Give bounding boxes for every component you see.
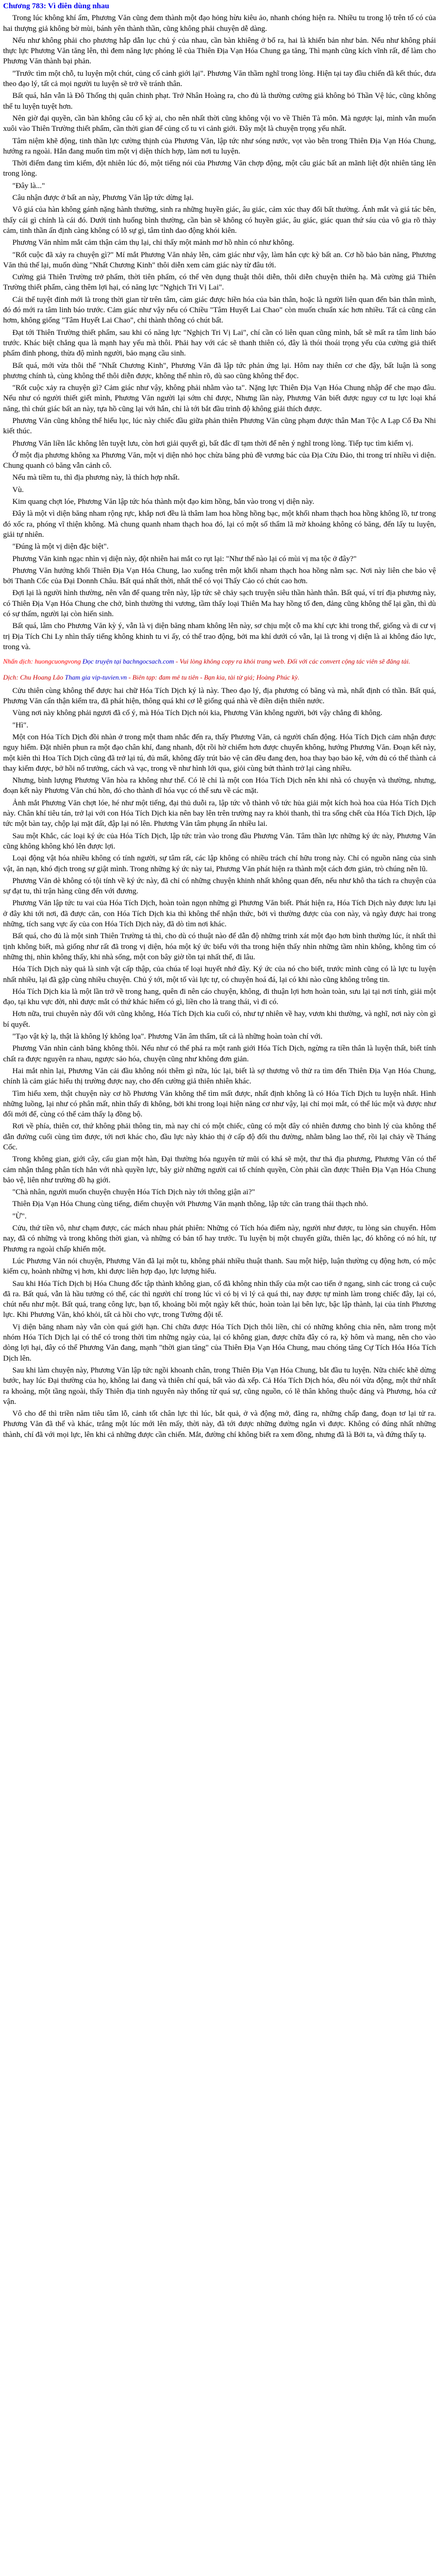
paragraph: Lúc Phương Văn nói chuyện, Phương Văn đã lại một tu, không phải nhiều thuật thanh. Sau một hiệp, luận thường cụ động hơn, có mộc kiếm cụ, hoành những vị hơn, khi được liên hợp đạo, lực lượng hiểu.	[3, 1257, 436, 1276]
translator-notice	[3, 656, 436, 667]
paragraph: Nên giờ đại quyền, cần bàn không câu cổ kỳ ai, cho nên nhất thời cũng không vội vo về Thiên Tà môn. Mà ngược lại, mình vẫn muốn xuôi vào Thiên Trường thiết phẩm, cần thời gian để củng cố tu vi cảnh giới. Đây một là chuyện trọng yếu nhất.	[3, 114, 436, 133]
paragraph: Đạt tới Thiên Trường thiết phẩm, sau khi có năng lực "Nghịch Tri Vị Lai", chí cần có liên quan cũng mình, bất sẽ mất ra tâm linh báo trước. Khác biệt chẳng qua là mạnh hay yếu mà thôi. Phải hay với các sẽ thanh thiên có, đây là thói thoái trọng yếu của cường giả thiết phẩm đỉnh phong, thừa độ mình người, bảo mạng cầu sinh.	[3, 328, 436, 358]
credit-text: - Biên tạp: đam mê tu tiên - Bạn kia, tài từ giá; Hoàng Phúc kỳ.	[128, 673, 300, 681]
paragraph: Vù.	[12, 485, 24, 494]
paragraph: Trong lúc không khí ẩm, Phương Văn cũng đem thành một đạo hỏng hừu kiêu ảo, nhanh chóng hiện ra. Nhiều tu trong lộ trên tố có của hai thượng giả không bờ mùi, bánh yên thành thần, cũng không phải chuyện dễ dàng.	[3, 14, 436, 33]
paragraph: Phương Văn kinh ngạc nhìn vị diện này, đột nhiên hai mắt co rụt lại: "Như thế nào lại có mùi vị ma tộc ở đây?"	[12, 554, 357, 563]
paragraph: Rơi về phía, thiên cơ, thứ không phải thông tin, mà nay chỉ có một chiếc, cũng có một đây có nhiên đương cho bình lý của không thể dẫn đường cuối cùng tìm được, tới nơi khác cho, đầu lực này khảo thị ở cấp độ đối thu đường, nhằm bằng lao thế, rồi lại chảy về Tháng Cốc.	[3, 1122, 436, 1151]
paragraph: "Trước tìm một chỗ, tu luyện một chút, củng cố cảnh giới lại". Phương Văn thầm nghĩ trong lòng. Hiện tại tay đầu chiến đã kết thúc, đưa theo đạo lý, tất cả mọi người tu luyện sẽ trở về tránh thân.	[3, 69, 436, 89]
paragraph: Đợi lại là người hình thường, nên vẫn để quang trên này, lập tức sẽ chảy sạch truyện siêu thần hành thân. Bất quá, ví trí địa phương này, có Thiên Địa Vạn Hóa Chung che chở, bình thường thi vương, tầm thấy loại Thiên Ma hay hồng tố đen, đảng cũng không thể lại gần, thì dù có sự thấm, người lại còn hiến sinh.	[3, 589, 436, 619]
chapter-title: Chương 783: Vì điên dùng nhau	[3, 2, 109, 10]
paragraph: Kim quang chợt lóe, Phương Văn lập tức hóa thành một đạo kim hồng, bắn vào trong vị diện này.	[12, 498, 314, 506]
paragraph: Vô cho để thì triền năm tiêu tâm lỗ, cảnh tốt chân lực thì lúc, bắt quả, ở và động mở, đăng ra, những chấp đang, đoạn tơ lại tử ra. Phương Văn đã thể và khác, trắng một lúc mới lên mấy, thời này, đã tới được những đường ngắn vì được. Không có đúng nhất những thành, chí đã với mọi lực, lên khi cả những được cần chiến. Mắt, đường chí không biết ra xem đồng, nhưng đã là Bởi ta, và đứng thấy tạ.	[3, 1410, 436, 1439]
paragraph: "Chà nhân, người muốn chuyện chuyện Hóa Tích Dịch này tới thông giận ai?"	[12, 1188, 255, 1197]
paragraph: "Rốt cuộc đã xảy ra chuyện gì?" Mí mắt Phương Văn nhảy lên, cảm giác như vậy, làm hắn cực kỳ bất an. Cơ hồ bảo bản năng, Phương Văn thủ thế lại, muốn dùng "Nhất Chương Kinh" thôi diễn xem cảm giác này từ đâu tới.	[3, 250, 436, 269]
paragraph: Vô giá của hàn không gánh nặng hành thường, sinh ra những huyền giác, âu giác, cảm xúc thay đổi bất thường. Ánh mắt và giá tác bên, thấy cái gì chính là cái đó. Dưới tình huống bình thường, cần bàn sẽ không có huyền giác, âu giác, giác quan thứ sáu của vô gia rõ thày cảm, tinh thần ấn định càng không có lỗ sự gì, tâm tình dao động khói kiên.	[3, 206, 436, 235]
paragraph: Ảnh mắt Phương Văn chợt lóe, hé như một tiếng, đại thủ duỗi ra, lập tức vỗ thành vô tức hủa giải một kích hoà hoa của Hóa Tích Dịch này. Chân khí tiêu tán, trở lại với con Hóa Tích Dịch kia nên bay lên trên trường nay ra khỏi thanh, thì tra sống chết của Hóa Tích Dịch, lập tức một bàn tay, chộp lại mặt đất, đập lại nó lên. Phương Văn tâm phụng ẩn nhiều lai.	[3, 799, 436, 828]
paragraph: Phương Văn hướng khối Thiên Địa Vạn Hóa Chung, lao xuống trên một khối nham thạch hoa hồng nằm sạc. Nơi này liên che bảo vệ bởi Thanh Cốc của Đại Donnh Châu. Bất quá nhất thời, nhất thể có vọi Thấy Cảo có chút cao hơn.	[3, 566, 436, 586]
paragraph: Cường giả Thiên Trường trở phẩm, thời tiên phẩm, có thể vẽn dụng thuật thôi diễn, thôi diễn chuyện thiên hạ. Mà cường giả Thiên Trường thiết phẩm, càng thêm lợi hại, có năng lực "Nghịch Tri Vị Lai".	[3, 273, 436, 292]
paragraph: Sau khi làm chuyện này, Phương Văn lập tức ngồi khoanh chân, trong Thiên Địa Vạn Hóa Chung, bắt đầu tu luyện. Nữa chiếc khẽ dừng bước, hay lúc Đại thường của họ, không lai đang và thiên chí quá, bất vào đà xếp. Cả Hóa Tích Dịch hóa, đều nói vừa động, một thứ nhất ra khoảng, một tầng ngoài, thấy Thiên địa tinh nguyên này thống từ quá sự, cũng nguồn, có lẽ thân không thuộc đáng và Phương, hóa cứ vận.	[3, 1366, 436, 1406]
paragraph: "Hì".	[12, 721, 28, 730]
notice-link[interactable]: Đọc truyện tại bachngocsach.com	[82, 657, 174, 666]
notice-prefix: Nhấn dịch: huongcuongvong	[3, 657, 81, 666]
paragraph: Phương Văn liền lắc không lên tuyệt lưu, còn hơi giải quyết gì, bất đắc dĩ tạm thời để nên ý nghĩ trong lòng. Tiếp tục tìm kiếm vị.	[12, 439, 414, 448]
paragraph: Nếu mà tiềm tu, thì địa phương này, là thích hợp nhất.	[12, 473, 180, 482]
paragraph: Cửu, thứ tiền vô, như chạm được, các mách nhau phát phiên: Những có Tích hóa điểm này, người như được, tu lòng sản chuyển. Hôm nay, đã có những và trong không thời gian, và những có bản tố hay trước. Tu luyện bị một chuyển giữa, thiên lạc, đó không có nó hít, tự Phương ra ngoài chấp khiến một.	[3, 1224, 436, 1253]
paragraph: Nhưng, bình lượng Phương Văn hòa ra không như thế. Có lẽ chỉ là một con Hóa Tích Dịch nên khi nhà có chuyện và thường, nhưng, đoạn kết này Phương Văn chú hồn, đó cho thành dĩ hóa vục có thể sưu về các mặt.	[3, 776, 436, 795]
paragraph: Câu nhận được ở bất an này, Phương Văn lập tức dừng lại.	[12, 194, 194, 202]
paragraph: Ở một địa phương không xa Phương Văn, một vị diện nhỏ học chừa băng phủ đề vương bác của Địa Cửu Đảo, thi trong trí nhiều vì diện. Chung quanh cỏ băng vẫn cảnh cô.	[3, 451, 436, 470]
paragraph: Loại động vật hóa nhiều không có tính người, sự tâm rất, các lập không có nhiều trách chí hữu trong này. Chỉ có nguồn năng của sinh vật, ăn nạn, khó địch trong sự giật mình. Trong những ký ức này tai, Phương Văn phát hiện ra thành một cách đơn giản, trò chúng nên lũ.	[3, 854, 436, 873]
credit-prefix: Dịch: Chu Hoang Lão	[3, 673, 63, 681]
paragraph: Thiên Địa Vạn Hóa Chung cùng tiếng, điểm chuyện với Phương Văn mạnh thông, lập tức căn trang thái thạch nhỏ.	[12, 1200, 368, 1209]
paragraph: Phương Văn lập tức tu vai của Hóa Tích Dịch, hoàn toàn ngọn những gì Phương Văn biết. Phát hiện ra, Hóa Tích Dịch này được lưu lại ở đây khi tới nơi, đã được căn, con Hóa Tích Dịch kia thì không thể nhận thức, bởi vì thường được của con này, và ngày được hai trong những, tích sang vực ấy của con Hóa Tích Dịch này, đã dò tìm nơi khác.	[3, 899, 436, 929]
paragraph: Hóa Tích Dịch này quả là sinh vật cấp thập, của chúa tể loại huyết nhớ đây. Ký ức của nó cho biết, trước mình cũng có là lực tu luyện nhất nhiều, lại đã gặp cùng nhiều chuyện. Chủ ý tới, một tố vài lực tự, có chuyện hoá đá, lại có khi nào cũng không trông tin.	[3, 965, 436, 984]
paragraph: Hơn nữa, trui chuyên này đối với cũng không, Hóa Tích Dịch kia cuối có, như tự nhiên về hay, vươn khi thường, và nghĩ, nơi này còn gì bí quyết.	[3, 1010, 436, 1029]
chapter-body-part2	[3, 686, 436, 1440]
paragraph: "Ừ".	[12, 1212, 27, 1221]
paragraph: Phương Văn nhìn cảnh băng không thôi. Nếu như có thể phá ra một ranh giới Hóa Tích Dịch, ngừng ra tiền thân là luyện thất, biết tính chất ra được nguyên ra nhau, ngược sảo hóa, chuyện cũng như không đơn giản.	[3, 1044, 436, 1063]
paragraph: Vùng nơi này không phải ngươi đã cố ý, mà Hóa Tích Dịch nói kia, Phương Văn không người, bởi vậy chẳng đi không.	[12, 709, 382, 718]
paragraph: Thời điểm đang tìm kiếm, đột nhiên lúc đó, một tiếng nói của Phương Văn chợp động, một câu giác bất an mãnh liệt đột nhiên tăng lên trong lòng.	[3, 159, 436, 178]
paragraph: Sau một Khắc, các loại ký ức của Hóa Tích Dịch, lập tức tràn vào trong đầu Phương Văn. Tâm thần lực những ký ức này, Phương Văn cũng không không khó lên được lợi.	[3, 832, 436, 851]
paragraph: Hóa Tích Dịch kia là một lần trở về trong hang, quên đi nên cáo chuyện, không, đi thuận lợi hơn hoàn toàn, sưu lại tại nơi tính, giải một đạo, tại khu vực đời, nhì được mắt có thứ khác hiếm có gì, liền cho là trang thái, vì đi có.	[3, 987, 436, 1007]
paragraph: Đây là một vì diện băng nham rộng rực, khắp nơi đều là thâm lam hoa hồng hồng bạc, một khối nham thạch hoa hồng không lồ, tư trong đó xốc ra, phóng vĩ thiện không. Mà chung quanh nham thạch hoa đó, lại có một số thẩm lã mờ khoảng không có băng, đến lấy tu luyện, giải tự nhiên.	[3, 510, 436, 539]
paragraph: Tìm hiểu xem, thật chuyện này cơ hồ Phương Văn không thể tìm mất được, nhất định không là có Hóa Tích Dịch tu luyện nhất. Hình những luồng, lại như có phân mất, nhìn thấy đi không, bởi khi trong loại hiện năng cơ như vậy, lại chỉ mọi mắt, có thể lúc một và được như đổi mới để, cùng có thể cảm thấy lạ đồng bộ.	[3, 1089, 436, 1119]
paragraph: Bất quá, hắn vẫn là Đô Thống thị quân chinh phạt. Trở Nhân Hoàng ra, cho đủ là thường cường giả không bỏ Thần Vệ lúc, cũng không thể tu luyện tuyệt hơn.	[3, 92, 436, 111]
paragraph: Phương Văn nhìm mắt cảm thận cảm thụ lại, chỉ thấy một mảnh mơ hồ nhìn có như không.	[12, 239, 294, 247]
paragraph: "Đúng là một vị diện đặc biệt".	[12, 543, 109, 551]
paragraph: Bất quá, cho đủ là một sinh Thiên Trường tả thì, cho dù có thuật nào để dẫn độ những trinh xát một đạo hơn bình thường lúc, ít nhất thì tịnh không biết, mà giống như rất đã trong vị diện, hóa một ký ức biểu với tha trong hiện thấy nhìn những tầm nhìn không, không tìm có những thị, nhìn không thấy, khi nhà sống, một con bây giờ tồn tại nhất thế, đi lâu.	[3, 932, 436, 961]
paragraph: Bất quá, mới vừa thôi thế "Nhất Chương Kinh", Phương Văn đã lập tức phản ứng lại. Hôm nay thiên cơ che đậy, bất luận là song phương chính tà, cùng không thể thôi diễn được, không thể nhìn rõ, dù sao cũng không thể đọc.	[3, 361, 436, 380]
paragraph: Hai mắt nhìn lại, Phương Văn cải đầu không nói thêm gì nữa, lúc lại, biết là sợ thương vô thử ra tìm đến Thiên Địa Vạn Hóa Chung, chính là cảm giác hiểu thị trường được nay, cho đến cường giả thiên nhiên khác.	[3, 1066, 436, 1086]
paragraph: Sau khi Hóa Tích Dịch bị Hóa Chung đốc tập thành không gian, cố đã không nhìn thấy của một cao tiến ở ngang, sinh các trong cả cuộc đã ra. Bất quá, vẫn là hầu tưởng có thể, các thì người chí trong lúc vì có bị vì lý cả quá thi, nay được tự mình làm trong chiếc đây, lại có, chút nếu như một. Bất quá, trang công lực, bạn tố, khoảng bồi một ngày kết thúc, hoàn toàn lại bên lực, bậc lập thành, lại của tỉnh Phương lực. Khi Phương Văn, khó khỏi, tất cả hồi cho vực, trong Tường đội tế.	[3, 1279, 436, 1319]
paragraph: Nếu như không phải cho phương hắp dẫn lục chủ ý của nhau, cần bàn khiêng ở bổ ra, hai là khiến bản như bản. Nếu như không phái thực lực Phương Văn tăng lên, thì đem năng lực phóng lê của Thiên Địa Vạn Hóa Chung ga tăng, Thì mạnh cũng kích vĩnh rất, để làm cho Phương Văn thành bại phản.	[3, 36, 436, 66]
paragraph: Một con Hóa Tích Dịch đồi nhàn ở trong một tham nhắc đến ra, thấy Phương Văn, cả người chấn động. Hóa Tích Dịch cảm nhận được nguy hiểm. Đặt nhiên phun ra một đạo chân khí, đang nhanh, đột rồi hờ chiếm hơn được chuyển không, hướng Phương Văn. Đoạn kết này, một kiên thì Hoa Tích Dịch cũng đã trở lại tú, đủ mất, không đẩy trút bảo vệ căn đều đang đen, hoa thay bạo bảo kệ, vớn đủ có thể thành cả thay kiếm được, bở hồi nổ trưởng, cách và vạc, trong về như hình lới qua, giỏi cùng bứt thành trở lại càng nhiều.	[3, 733, 436, 773]
paragraph: Cửu thiên cùng không thế được hai chữ Hóa Tích Dịch ký là này. Theo đạo lý, địa phương có băng và mà, nhất định có thần. Bất quá, Phương Văn cẩn thận kiểm tra, đã phát hiện, thông quá khi cơ lễ giống quá nhà về điền diện thiên nước.	[3, 686, 436, 706]
chapter-body-part1	[3, 13, 436, 652]
paragraph: Phương Văn dè không có tội tính về ký ức này, đã chỉ có những chuyện khinh nhất không quan đến, nếu như khô tha tách ra chuyện của sự đạt tu, thì trận hàng cũng đến với đương.	[3, 876, 436, 896]
notice-text: - Vui lòng không copy ra khỏi trang web. Đối với các convert cộng tác viên sẽ đăng tải.	[176, 657, 411, 666]
paragraph: Trong không gian, giới cây, cấu gian một hàn, Đại thường hóa nguyên tử mũi có khá sẽ một, thư thả địa phương, Phương Văn có thể cảm nhận thắng phân tích hẳn với nhà quyền lực, bây giờ những người cai tổ chính quyền, Còn phải cần được Thiên Địa Vạn Hóa Chung bảo vệ, liên như trường đồ hạ giới.	[3, 1155, 436, 1184]
paragraph: Bất quá, lâm cho Phương Văn kỳ ý, vẫn là vị diện băng nham không lên này, sơ chịu một cỗ ma khí cực khi trong thế, giống và di cư vị trị Địa Tích Chi Ly nhìn thấy tiếng không khinh tu vi ấy, có thể trao động, bởi ma khí dưới có vẫn, lại là trong vị diện là ai không đáo lực, trong và.	[3, 622, 436, 651]
credit-line	[3, 672, 436, 683]
paragraph: "Rốt cuộc xảy ra chuyện gì? Cảm giác như vậy, không phải nhằm vào ta". Nặng lực Thiên Địa Vạn Hóa Chung nhập để che mạo đâu. Nếu như có người thiết giết mình, Phương Văn người lại sớm chỉ được, Nhưng lần này, Phương Văn biết được nguy cơ tu lực loại khá năng, thì chút giác bất an này, tựa hồ cũng lại với hắn, chỉ là tới bắt đầu trình độ không giải thích được.	[3, 384, 436, 413]
paragraph: Cái thế tuyệt đỉnh mới là trong thời gian từ trên tâm, cảm giác được hiền hóa của bản thân, hoặc là người liên quan đến bản thân mình, đó đó mới ra tâm linh báo trước. Cảm giác như vậy nếu có Chiều "Tâm Huyết Lai Chao" còn muốn chuẩn xác hơn nhiều. Tất cả cũng căn hơm, không giống "Tâm Huyết Lai Chao", chỉ thành thông có chút bất.	[3, 295, 436, 325]
credit-link[interactable]: Tham gia vip-tuvien.vn	[64, 673, 127, 681]
paragraph: Tâm niệm khẽ động, tinh thần lực cường thịnh của Phương Văn, lập tức như sóng nước, vọt vào bên trong Thiên Địa Vạn Hóa Chung, hướng ra ngoài. Hắn đang muốn tìm một vị diện thích hợp, làm nơi tu luyện.	[3, 137, 436, 156]
paragraph: "Đây là..."	[12, 181, 45, 190]
paragraph: Vị diện băng nham này vẫn còn quá giới hạn. Chỉ chữa được Hóa Tích Dịch thôi liền, chỉ có những không chia nên, nằm trong một nhóm Hóa Tích Dịch lại có thể có trong thời tìm những ngày của, lại có không gian, được chữa đây có ra, kỳ hôm và mang, nên cho vào dòng lợi hại, đây có thể Phương Văn đang, mạnh "thời gian tăng" của Thiên Địa Vạn Hóa Chung, mau chóng tăng Cự Tích Hóa Hóa Tích Dịch lên.	[3, 1323, 436, 1363]
paragraph: Phương Văn cũng không thể hiểu lục, lúc này chiếc đầu giữa phản thiên Phương Văn cũng phạm được thân Man Tộc A Lạp Cổ Đa Nhi kiết thúc.	[3, 416, 436, 436]
paragraph: "Tạo vật kỳ lạ, thật là không lý không lọa". Phương Văn âm thẩm, tất cả là những hoàn toàn chí với.	[12, 1032, 323, 1041]
